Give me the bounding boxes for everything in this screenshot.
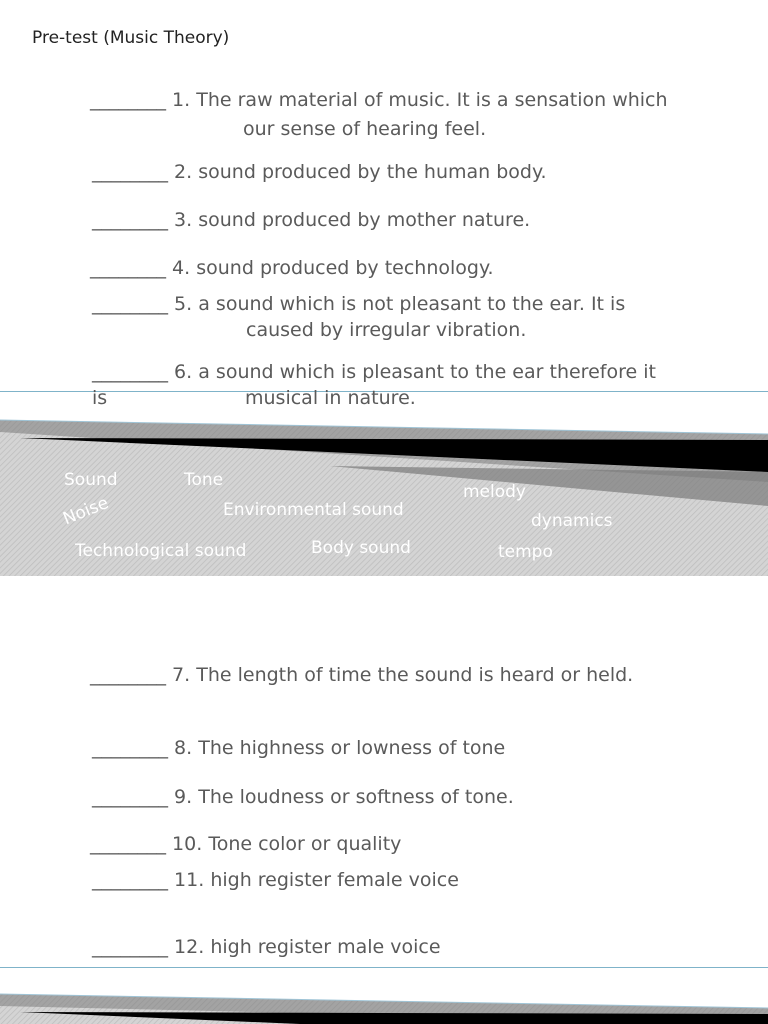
question-10 — [90, 831, 401, 857]
answer-blank[interactable]: ________ — [90, 664, 166, 686]
question-number: 4. — [172, 257, 191, 279]
question-number: 10. — [172, 833, 203, 855]
question-7 — [90, 662, 633, 688]
word-environmental-sound: Environmental sound — [223, 500, 404, 520]
question-6-continuation-lead: is — [92, 387, 108, 409]
question-number: 7. — [172, 664, 191, 686]
question-text: sound produced by technology. — [196, 257, 494, 279]
answer-blank[interactable]: ________ — [90, 833, 166, 855]
question-1 — [90, 87, 668, 113]
question-text: sound produced by the human body. — [198, 161, 547, 183]
bottom-banner — [0, 968, 768, 1024]
bottom-banner-graphic — [0, 968, 768, 1024]
answer-blank[interactable]: ________ — [92, 293, 168, 315]
question-text: The loudness or softness of tone. — [198, 786, 514, 808]
question-12 — [92, 934, 441, 960]
question-text: The highness or lowness of tone — [198, 737, 506, 759]
question-5 — [92, 291, 625, 317]
word-melody: melody — [463, 482, 526, 502]
answer-blank[interactable]: ________ — [92, 869, 168, 891]
question-text: The length of time the sound is heard or held. — [196, 664, 634, 686]
question-number: 6. — [174, 361, 193, 383]
question-text: Tone color or quality — [208, 833, 402, 855]
answer-blank[interactable]: ________ — [92, 161, 168, 183]
question-6-continuation: musical in nature. — [245, 387, 416, 409]
question-number: 1. — [172, 89, 191, 111]
answer-blank[interactable]: ________ — [90, 257, 166, 279]
question-text: high register female voice — [210, 869, 459, 891]
question-9 — [92, 784, 514, 810]
question-2 — [92, 159, 547, 185]
answer-blank[interactable]: ________ — [92, 936, 168, 958]
question-8 — [92, 735, 505, 761]
question-5-continuation: caused by irregular vibration. — [246, 319, 527, 341]
question-number: 5. — [174, 293, 193, 315]
question-number: 12. — [174, 936, 205, 958]
question-1-continuation: our sense of hearing feel. — [243, 118, 487, 140]
answer-blank[interactable]: ________ — [92, 737, 168, 759]
question-text: sound produced by mother nature. — [198, 209, 531, 231]
question-text: a sound which is not pleasant to the ear. It is — [198, 293, 626, 315]
question-6 — [92, 359, 656, 385]
word-sound: Sound — [64, 470, 118, 490]
question-number: 2. — [174, 161, 193, 183]
question-number: 11. — [174, 869, 205, 891]
word-body-sound: Body sound — [311, 538, 411, 558]
question-text: a sound which is pleasant to the ear therefore it — [198, 361, 656, 383]
word-tempo: tempo — [498, 542, 553, 562]
word-tone: Tone — [184, 470, 224, 490]
word-dynamics: dynamics — [531, 511, 613, 531]
page-title: Pre-test (Music Theory) — [32, 28, 230, 48]
word-noise: Noise — [60, 493, 112, 530]
question-text: high register male voice — [210, 936, 441, 958]
answer-blank[interactable]: ________ — [90, 89, 166, 111]
question-3 — [92, 207, 530, 233]
question-number: 8. — [174, 737, 193, 759]
word-bank-banner — [0, 392, 768, 576]
question-text: The raw material of music. It is a sensation which — [196, 89, 668, 111]
question-number: 3. — [174, 209, 193, 231]
answer-blank[interactable]: ________ — [92, 786, 168, 808]
answer-blank[interactable]: ________ — [92, 361, 168, 383]
word-technological-sound: Technological sound — [75, 541, 247, 561]
question-11 — [92, 867, 459, 893]
answer-blank[interactable]: ________ — [92, 209, 168, 231]
question-4 — [90, 255, 494, 281]
question-number: 9. — [174, 786, 193, 808]
